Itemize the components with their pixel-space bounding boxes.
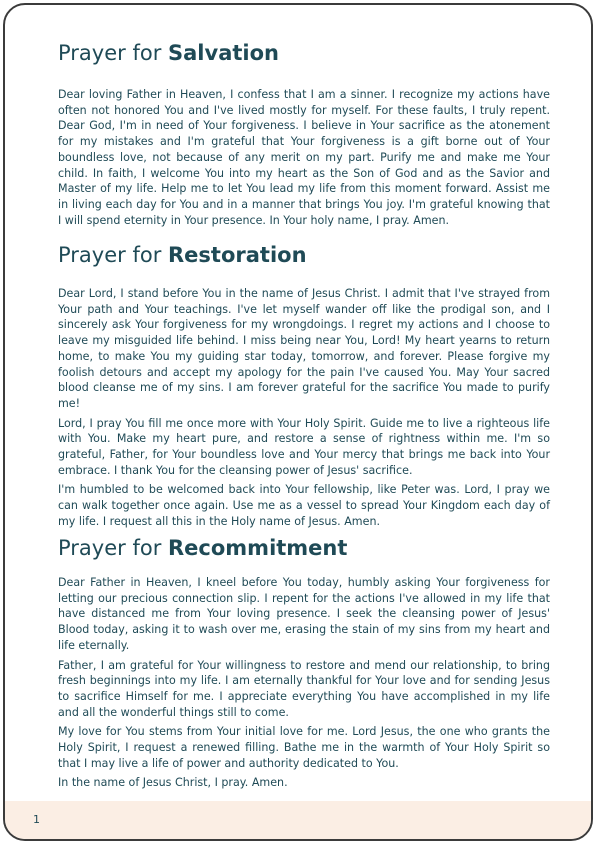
paragraph: My love for You stems from Your initial love for me. Lord Jesus, the one who grants the Holy Spirit, I request a renewed filling. Bathe me in the warmth of Your Holy Spirit so that I may live a life of power and authority dedicated to You. — [58, 725, 550, 770]
heading-prefix: Prayer for — [58, 536, 169, 560]
section-recommitment-body — [58, 575, 550, 791]
heading-salvation — [58, 40, 279, 66]
heading-prefix: Prayer for — [58, 41, 169, 65]
heading-recommitment — [58, 535, 347, 561]
page-frame — [3, 3, 593, 841]
heading-bold: Recommitment — [168, 536, 348, 560]
paragraph: Dear Father in Heaven, I kneel before You today, humbly asking Your forgiveness for letting our precious connection slip. I repent for the actions I've allowed in my life that have distanced me from Your loving presence. I seek the cleansing power of Jesus' Blood today, asking it to wash over me, erasing the stain of my sins from my heart and life eternally. — [58, 576, 550, 652]
paragraph: Dear loving Father in Heaven, I confess that I am a sinner. I recognize my actions have often not honored You and I've lived mostly for myself. For these faults, I truly repent. Dear God, I'm in need of Your forgiveness. I believe in Your sacrifice as the atonement for my mistakes and I'm grateful that Your forgiveness is a gift borne out of Your boundless love, not because of any merit on my part. Purify me and make me Your child. In faith, I welcome You into my heart as the Son of God and as the Savior and Master of my life. Help me to let You lead my life from this moment forward. Assist me in living each day for You and in a manner that brings You joy. I'm grateful knowing that I will spend eternity in Your presence. In Your holy name, I pray. Amen. — [58, 88, 550, 227]
paragraph: Dear Lord, I stand before You in the name of Jesus Christ. I admit that I've strayed from Your path and Your teachings. I've let myself wander off like the prodigal son, and I sincerely ask Your forgiveness for my wrongdoings. I regret my actions and I choose to leave my misguided life behind. I miss being near You, Lord! My heart yearns to return home, to make You my guiding star today, tomorrow, and forever. Please forgive my foolish detours and accept my apology for the pain I've caused You. May Your sacred blood cleanse me of my sins. I am forever grateful for the sacrifice You made to purify me! — [58, 287, 550, 410]
footer-band — [5, 801, 591, 839]
heading-prefix: Prayer for — [58, 243, 169, 267]
paragraph: In the name of Jesus Christ, I pray. Amen. — [58, 776, 288, 790]
heading-bold: Restoration — [168, 243, 307, 267]
section-restoration-body — [58, 286, 550, 530]
heading-restoration — [58, 242, 307, 268]
section-salvation-body — [58, 87, 550, 228]
paragraph: Father, I am grateful for Your willingness to restore and mend our relationship, to bring fresh beginnings into my life. I am eternally thankful for Your love and for sending Jesus to sacrifice Himself for me. I appreciate everything You have accomplished in my life and all the wonderful things still to come. — [58, 658, 550, 719]
heading-bold: Salvation — [168, 41, 279, 65]
paragraph: Lord, I pray You fill me once more with Your Holy Spirit. Guide me to live a righteous life with You. Make my heart pure, and restore a sense of rightness within me. I'm so grateful, Father, for Your boundless love and Your mercy that brings me back into Your embrace. I thank You for the cleansing power of Jesus' sacrifice. — [58, 416, 550, 477]
page-number: 1 — [33, 813, 40, 826]
paragraph: I'm humbled to be welcomed back into Your fellowship, like Peter was. Lord, I pray we can walk together once again. Use me as a vessel to spread Your Kingdom each day of my life. I request all this in the Holy name of Jesus. Amen. — [58, 483, 550, 528]
